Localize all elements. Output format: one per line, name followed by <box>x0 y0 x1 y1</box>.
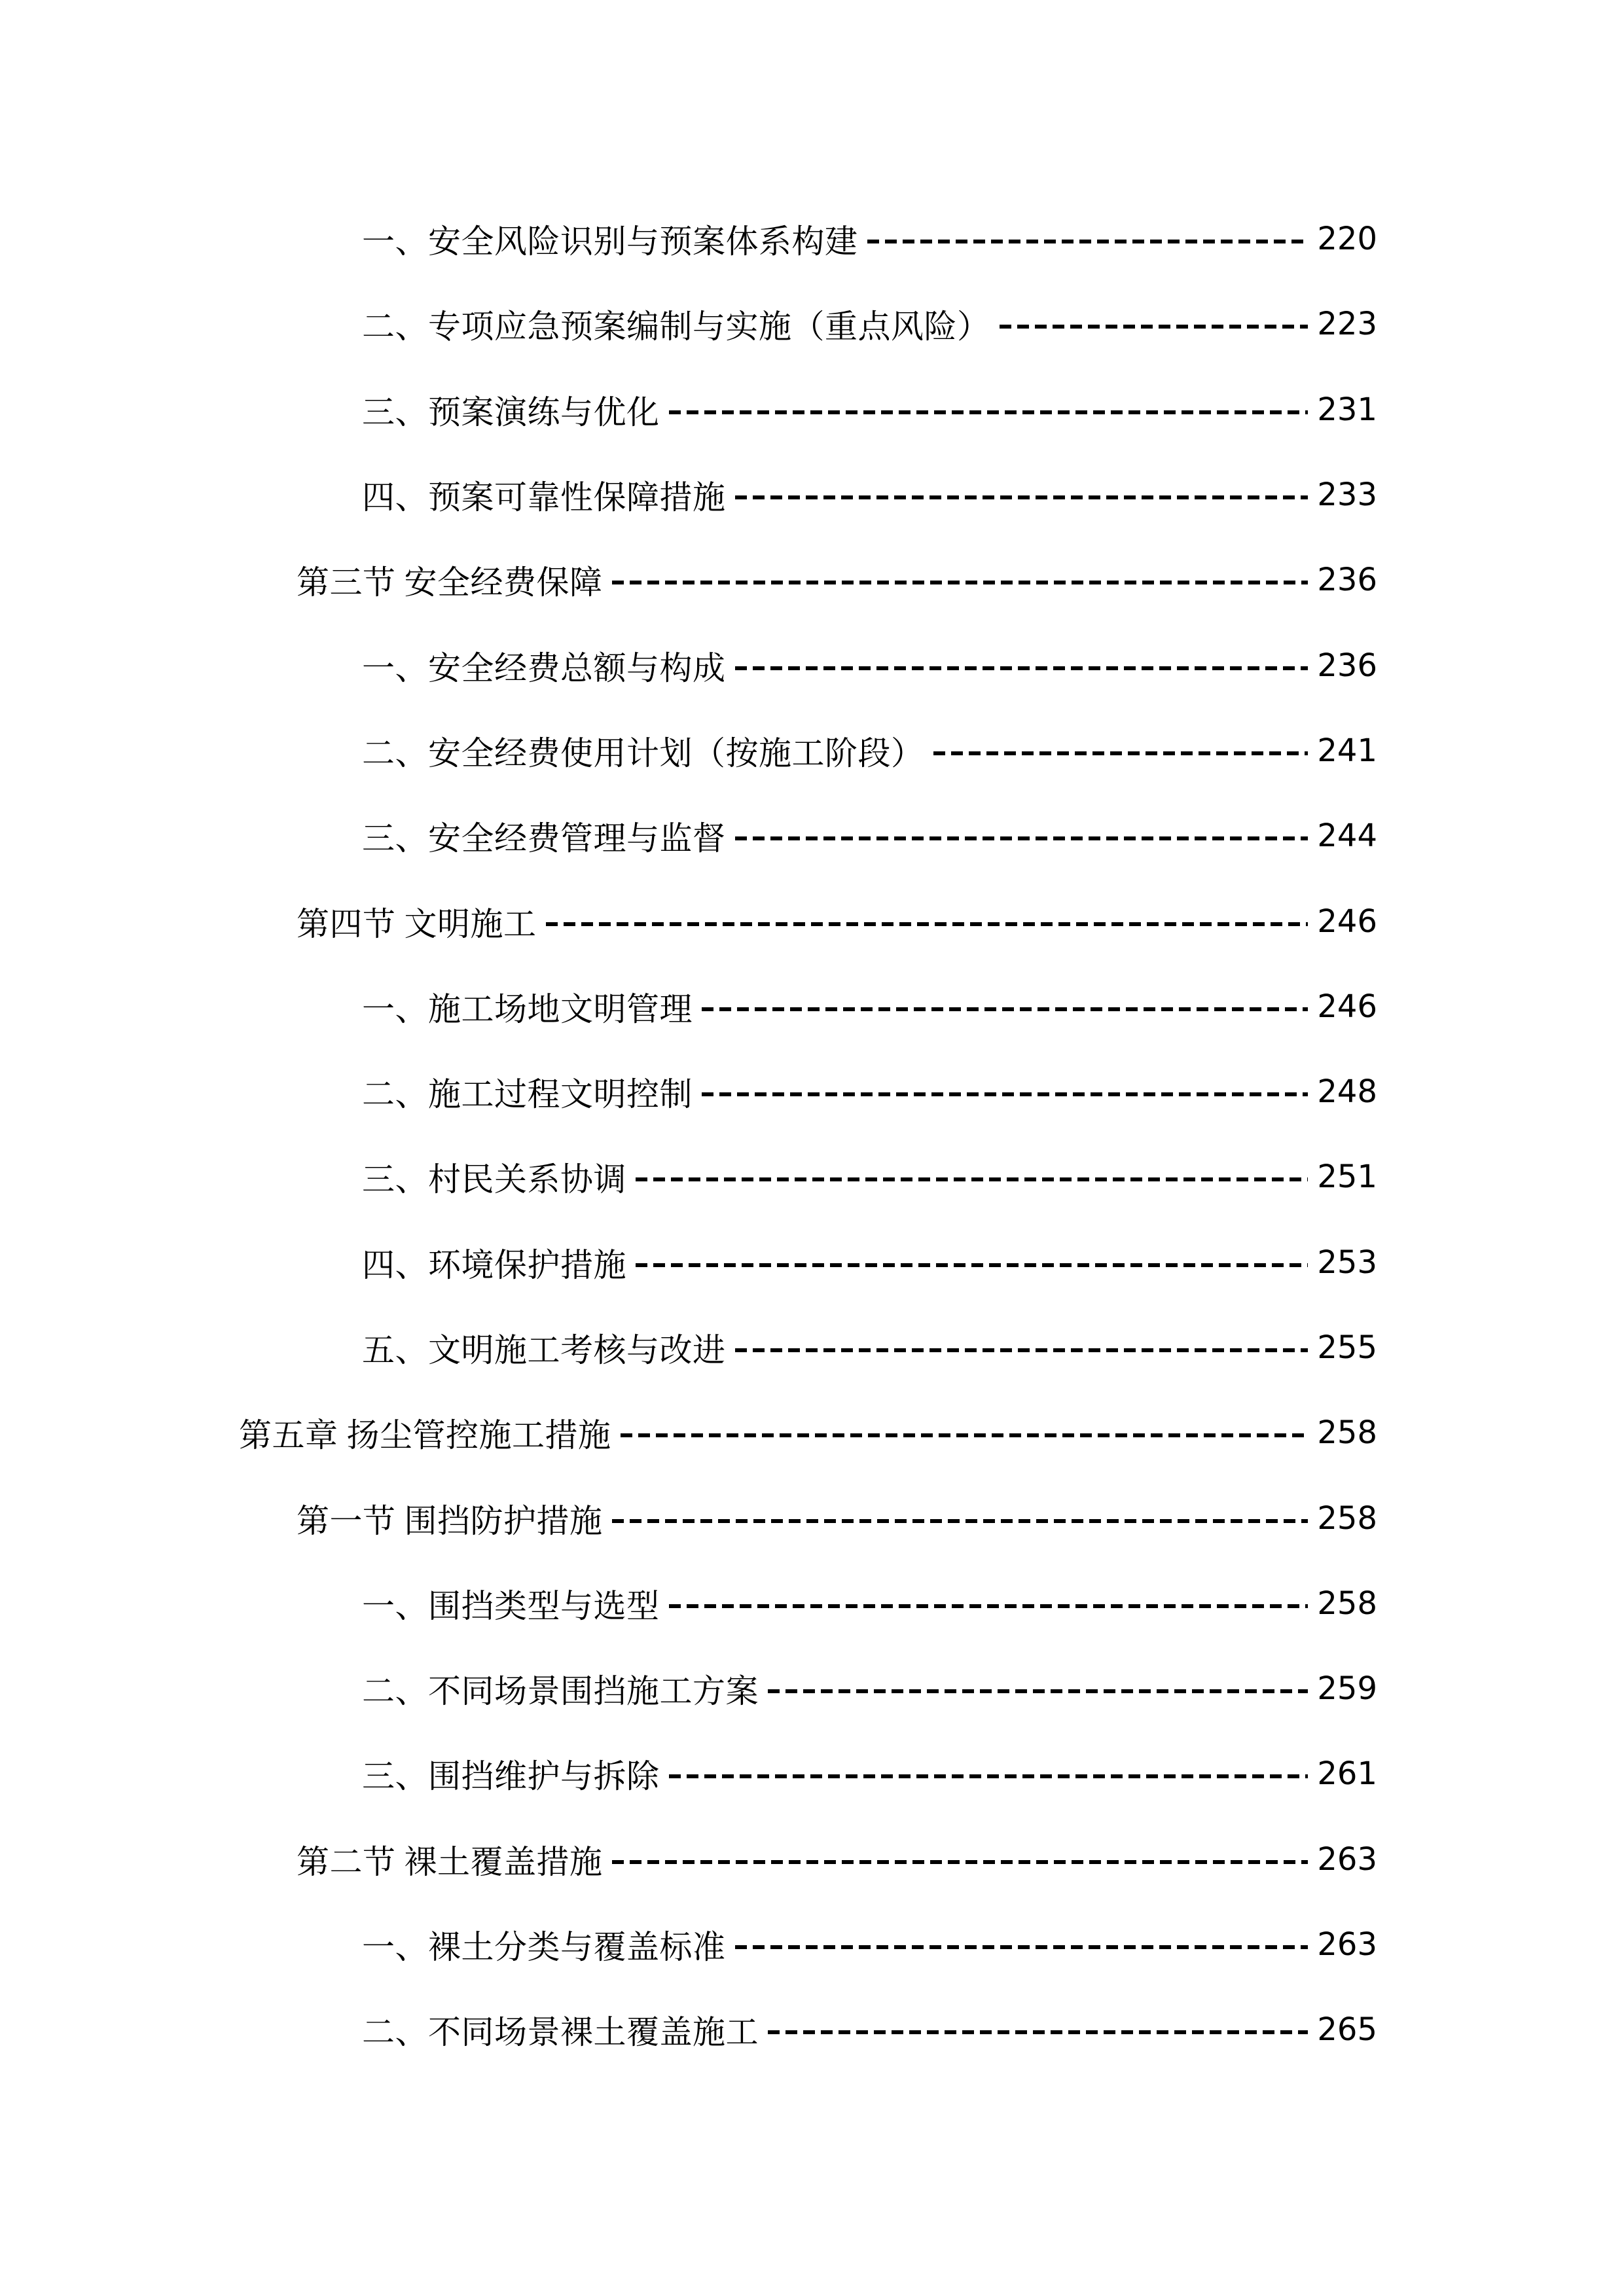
toc-entry <box>362 1987 1377 2072</box>
toc-dot-leader <box>669 410 1308 414</box>
toc-entry <box>362 1731 1377 1816</box>
toc-page-number: 220 <box>1317 221 1377 258</box>
toc-entry <box>362 1561 1377 1646</box>
toc-entry-label: 三、安全经费管理与监督 <box>362 820 726 857</box>
toc-entry <box>362 1902 1377 1987</box>
toc-entry-label: 二、不同场景围挡施工方案 <box>362 1673 759 1710</box>
toc-entry <box>362 964 1377 1049</box>
toc-entry-label: 二、施工过程文明控制 <box>362 1076 693 1113</box>
toc-page-number: 263 <box>1317 1840 1377 1878</box>
toc-dot-leader <box>735 1945 1308 1949</box>
toc-dot-leader <box>735 836 1308 840</box>
toc-entry <box>362 1646 1377 1731</box>
toc-dot-leader <box>621 1433 1308 1437</box>
toc-entry <box>239 1390 1377 1475</box>
toc-entry <box>362 1305 1377 1390</box>
toc-page-number: 259 <box>1317 1670 1377 1708</box>
toc-entry-label: 第一节 围挡防护措施 <box>297 1502 603 1539</box>
toc-dot-leader <box>702 1092 1308 1096</box>
toc-page-number: 263 <box>1317 1926 1377 1964</box>
toc-page-number: 246 <box>1317 903 1377 940</box>
toc-entry-label: 一、裸土分类与覆盖标准 <box>362 1929 726 1966</box>
toc-entry <box>362 793 1377 878</box>
toc-entry-label: 二、安全经费使用计划（按施工阶段） <box>362 734 924 772</box>
toc-dot-leader <box>636 1177 1308 1181</box>
toc-entry-label: 三、围挡维护与拆除 <box>362 1758 660 1795</box>
toc-entry-label: 一、施工场地文明管理 <box>362 990 693 1028</box>
toc-page-number: 231 <box>1317 391 1377 428</box>
toc-entry-label: 第四节 文明施工 <box>297 905 537 942</box>
toc-page-number: 236 <box>1317 562 1377 599</box>
toc-entry <box>362 196 1377 281</box>
toc-dot-leader <box>612 581 1308 584</box>
toc-page-number: 223 <box>1317 306 1377 343</box>
toc-entry-label: 五、文明施工考核与改进 <box>362 1332 726 1369</box>
toc-dot-leader <box>702 1007 1308 1011</box>
toc-entry-label: 四、预案可靠性保障措施 <box>362 479 726 516</box>
toc-dot-leader <box>612 1860 1308 1864</box>
toc-entry <box>362 1049 1377 1134</box>
toc-dot-leader <box>867 240 1308 243</box>
toc-entry-label: 二、专项应急预案编制与实施（重点风险） <box>362 308 990 346</box>
toc-dot-leader <box>735 1348 1308 1352</box>
toc-dot-leader <box>735 495 1308 499</box>
toc-page-number: 246 <box>1317 988 1377 1025</box>
toc-entry <box>362 622 1377 708</box>
toc-dot-leader <box>933 751 1308 755</box>
toc-entry <box>362 281 1377 367</box>
toc-page-number: 248 <box>1317 1073 1377 1111</box>
toc-page-number: 241 <box>1317 732 1377 769</box>
toc-dot-leader <box>669 1774 1308 1778</box>
toc-page-number: 261 <box>1317 1755 1377 1793</box>
toc-dot-leader <box>735 666 1308 670</box>
toc-page-number: 258 <box>1317 1585 1377 1622</box>
toc-entry <box>297 1817 1377 1902</box>
toc-dot-leader <box>636 1263 1308 1267</box>
toc-dot-leader <box>768 2030 1308 2034</box>
toc-entry-label: 三、预案演练与优化 <box>362 393 660 431</box>
toc-page-number: 251 <box>1317 1158 1377 1196</box>
toc-entry-label: 一、围挡类型与选型 <box>362 1587 660 1624</box>
toc-dot-leader <box>612 1519 1308 1523</box>
toc-entry-label: 第二节 裸土覆盖措施 <box>297 1843 603 1880</box>
toc-list <box>0 196 1377 2073</box>
toc-page-number: 255 <box>1317 1329 1377 1366</box>
toc-dot-leader <box>669 1604 1308 1608</box>
toc-entry-label: 一、安全风险识别与预案体系构建 <box>362 223 858 260</box>
toc-entry <box>362 367 1377 452</box>
toc-entry <box>297 878 1377 963</box>
toc-page-number: 236 <box>1317 647 1377 684</box>
toc-entry <box>362 708 1377 793</box>
toc-page-number: 233 <box>1317 476 1377 514</box>
toc-page-number: 244 <box>1317 817 1377 855</box>
toc-entry <box>297 1475 1377 1560</box>
toc-page-number: 258 <box>1317 1499 1377 1537</box>
toc-page-number: 258 <box>1317 1414 1377 1452</box>
toc-entry-label: 第五章 扬尘管控施工措施 <box>239 1417 611 1454</box>
toc-page-number: 265 <box>1317 2011 1377 2049</box>
toc-entry-label: 一、安全经费总额与构成 <box>362 649 726 687</box>
toc-entry-label: 四、环境保护措施 <box>362 1246 626 1283</box>
toc-entry <box>297 537 1377 622</box>
toc-entry <box>362 1220 1377 1305</box>
toc-entry <box>362 1134 1377 1219</box>
toc-entry-label: 二、不同场景裸土覆盖施工 <box>362 2014 759 2051</box>
toc-page-number: 253 <box>1317 1244 1377 1281</box>
toc-dot-leader <box>546 922 1308 926</box>
toc-entry <box>362 452 1377 537</box>
toc-entry-label: 三、村民关系协调 <box>362 1161 626 1198</box>
toc-entry-label: 第三节 安全经费保障 <box>297 564 603 601</box>
toc-dot-leader <box>1000 325 1308 329</box>
toc-dot-leader <box>768 1689 1308 1693</box>
